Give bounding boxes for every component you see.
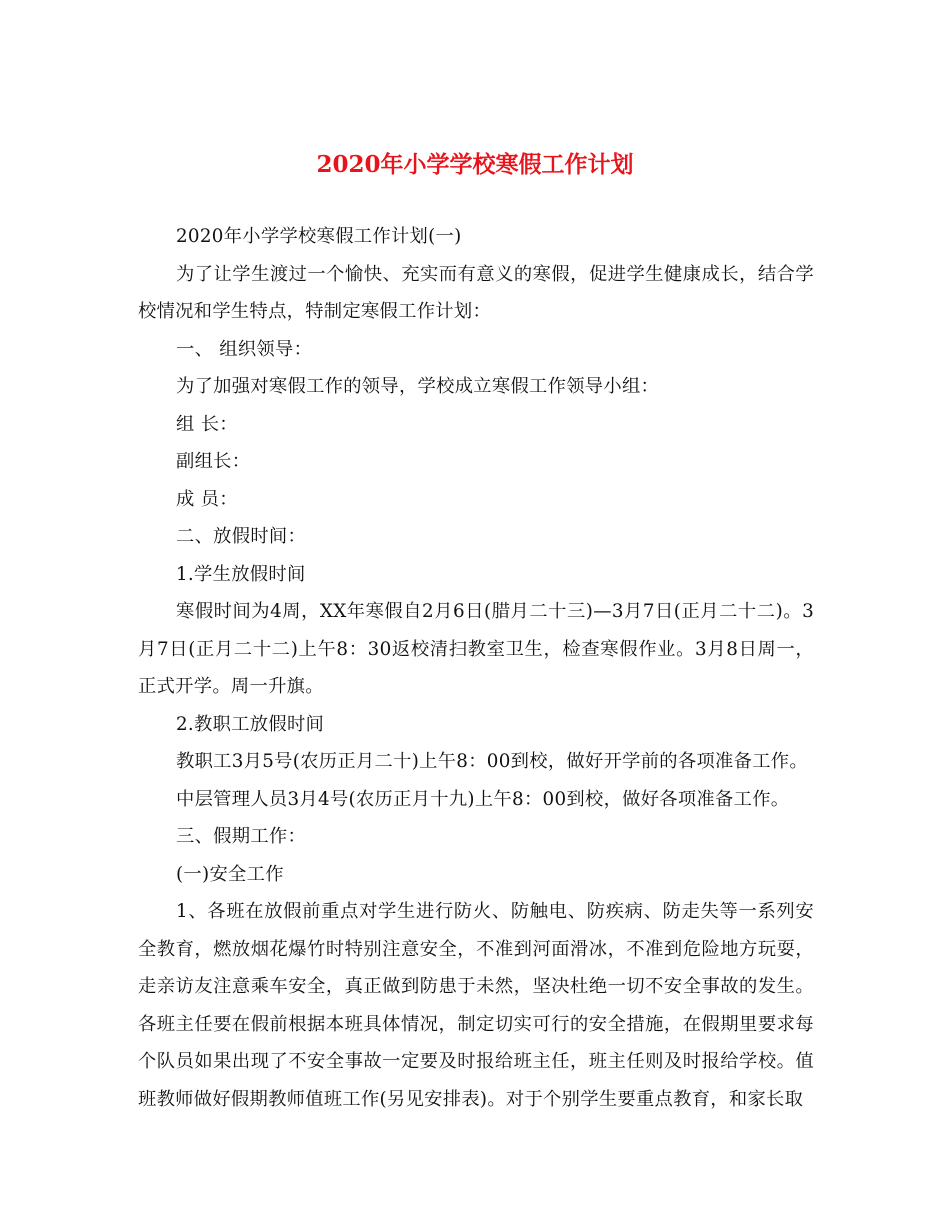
subheading-safety-work: (一)安全工作 — [176, 863, 284, 885]
paragraph-managers-return: 中层管理人员3月4号(农历正月十九)上午8：00到校，做好各项准备工作。 — [176, 788, 790, 810]
paragraph-staff-return: 教职工3月5号(农历正月二十)上午8：00到校，做好开学前的各项准备工作。 — [176, 751, 808, 772]
document-title: 2020年小学学校寒假工作计划 — [316, 151, 634, 179]
field-members: 成 员： — [176, 488, 238, 510]
section-heading-holiday-time: 二、放假时间： — [176, 526, 307, 547]
document-body — [138, 218, 814, 1118]
paragraph-leadership: 为了加强对寒假工作的领导，学校成立寒假工作领导小组： — [176, 376, 660, 397]
paragraph-student-holiday: 寒假时间为4周，XX年寒假自2月6日(腊月二十三)—3月7日(正月二十二)。3月7日(正月二十二)上午8：30返校清扫教室卫生，检查寒假作业。3月8日周一，正式开学。周一升旗。 — [138, 601, 814, 697]
field-group-leader: 组 长： — [176, 413, 238, 435]
subheading-staff-holiday: 2.教职工放假时间 — [176, 713, 325, 735]
section-heading-leadership: 一、 组织领导： — [176, 338, 313, 360]
paragraph-plan-heading: 2020年小学学校寒假工作计划(一) — [176, 226, 462, 247]
subheading-student-holiday: 1.学生放假时间 — [176, 563, 306, 585]
section-heading-holiday-work: 三、假期工作： — [176, 826, 307, 847]
paragraph-safety-details: 1、各班在放假前重点对学生进行防火、防触电、防疾病、防走失等一系列安全教育，燃放烟花爆竹时特别注意安全，不准到河面滑冰，不准到危险地方玩耍，走亲访友注意乘车安全，真正做到防患于未然，坚决杜绝一切不安全事故的发生。各班主任要在假前根据本班具体情况，制定切实可行的安全措施，在假期里要求每个队员如果出现了不安全事故一定要及时报给班主任，班主任则及时报给学校。值班教师做好假期教师值班工作(另见安排表)。对于个别学生要重点教育，和家长取 — [138, 901, 814, 1110]
paragraph-intro: 为了让学生渡过一个愉快、充实而有意义的寒假，促进学生健康成长，结合学校情况和学生特点，特制定寒假工作计划： — [138, 263, 814, 322]
field-deputy-leader: 副组长： — [176, 451, 251, 472]
